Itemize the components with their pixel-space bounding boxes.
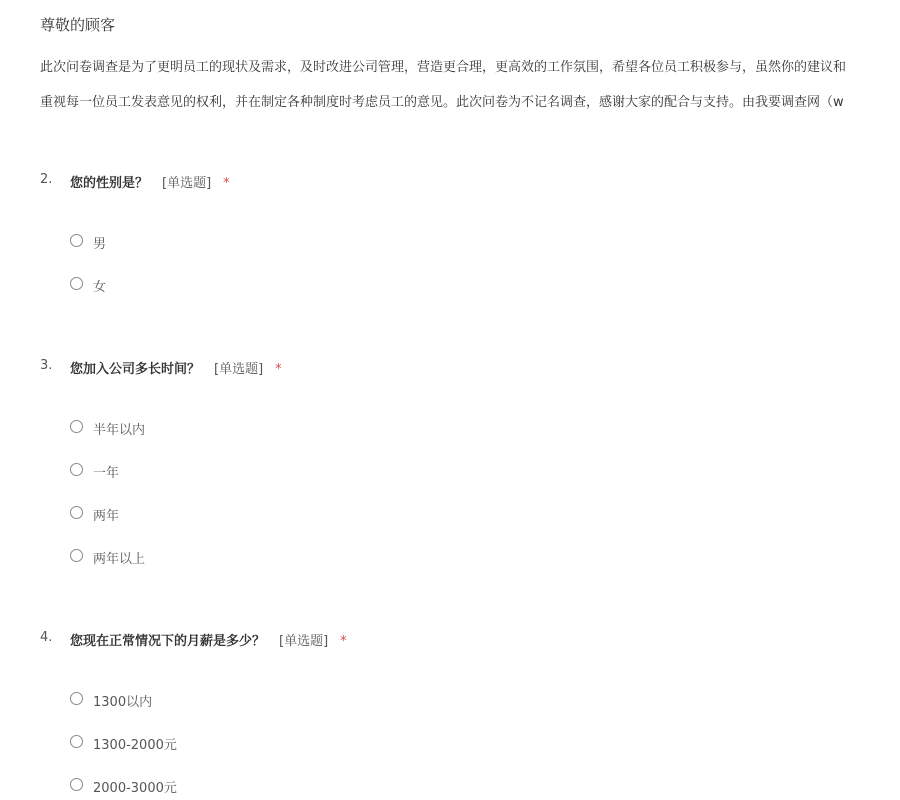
option-label: 女 — [93, 280, 107, 295]
greeting-title: 尊敬的顾客 — [40, 16, 116, 34]
question-number: 2. — [40, 172, 53, 187]
question-gender — [40, 172, 900, 295]
question-tenure — [40, 358, 900, 567]
option-label: 1300-2000元 — [93, 738, 177, 753]
option-label: 两年以上 — [93, 552, 146, 567]
radio-button[interactable] — [70, 234, 83, 247]
radio-button[interactable] — [70, 778, 83, 791]
radio-button[interactable] — [70, 277, 83, 290]
option-label: 一年 — [93, 466, 120, 481]
required-asterisk: * — [340, 634, 347, 649]
radio-button[interactable] — [70, 735, 83, 748]
radio-button[interactable] — [70, 692, 83, 705]
radio-button[interactable] — [70, 420, 83, 433]
question-label: 您现在正常情况下的月薪是多少？ — [70, 634, 266, 649]
question-number: 3. — [40, 358, 53, 373]
question-label: 您的性别是？ — [70, 176, 149, 191]
radio-button[interactable] — [70, 463, 83, 476]
question-title — [40, 358, 900, 378]
question-text — [70, 630, 347, 649]
question-text — [70, 172, 230, 191]
radio-button[interactable] — [70, 549, 83, 562]
question-label: 您加入公司多长时间？ — [70, 362, 201, 377]
question-type-tag: [单选题] — [214, 362, 264, 377]
option-label: 2000-3000元 — [93, 781, 177, 796]
question-salary — [40, 630, 900, 796]
option-label: 男 — [93, 237, 107, 252]
question-type-tag: [单选题] — [162, 176, 212, 191]
radio-button[interactable] — [70, 506, 83, 519]
intro-text-line-2: 重视每一位员工发表意见的权利，并在制定各种制度时考虑员工的意见。此次问卷为不记名调查，感谢大家的配合与支持。由我要调查网（w — [40, 95, 844, 110]
option-label: 1300以内 — [93, 695, 153, 710]
question-type-tag: [单选题] — [279, 634, 329, 649]
question-number: 4. — [40, 630, 53, 645]
required-asterisk: * — [223, 176, 230, 191]
intro-text-line-1: 此次问卷调查是为了更明员工的现状及需求，及时改进公司管理，营造更合理，更高效的工作氛围，希望各位员工积极参与，虽然你的建议和 — [40, 60, 847, 75]
option-label: 两年 — [93, 509, 120, 524]
required-asterisk: * — [275, 362, 282, 377]
question-title — [40, 172, 900, 192]
question-text — [70, 358, 282, 377]
question-title — [40, 630, 900, 650]
option-label: 半年以内 — [93, 423, 146, 438]
